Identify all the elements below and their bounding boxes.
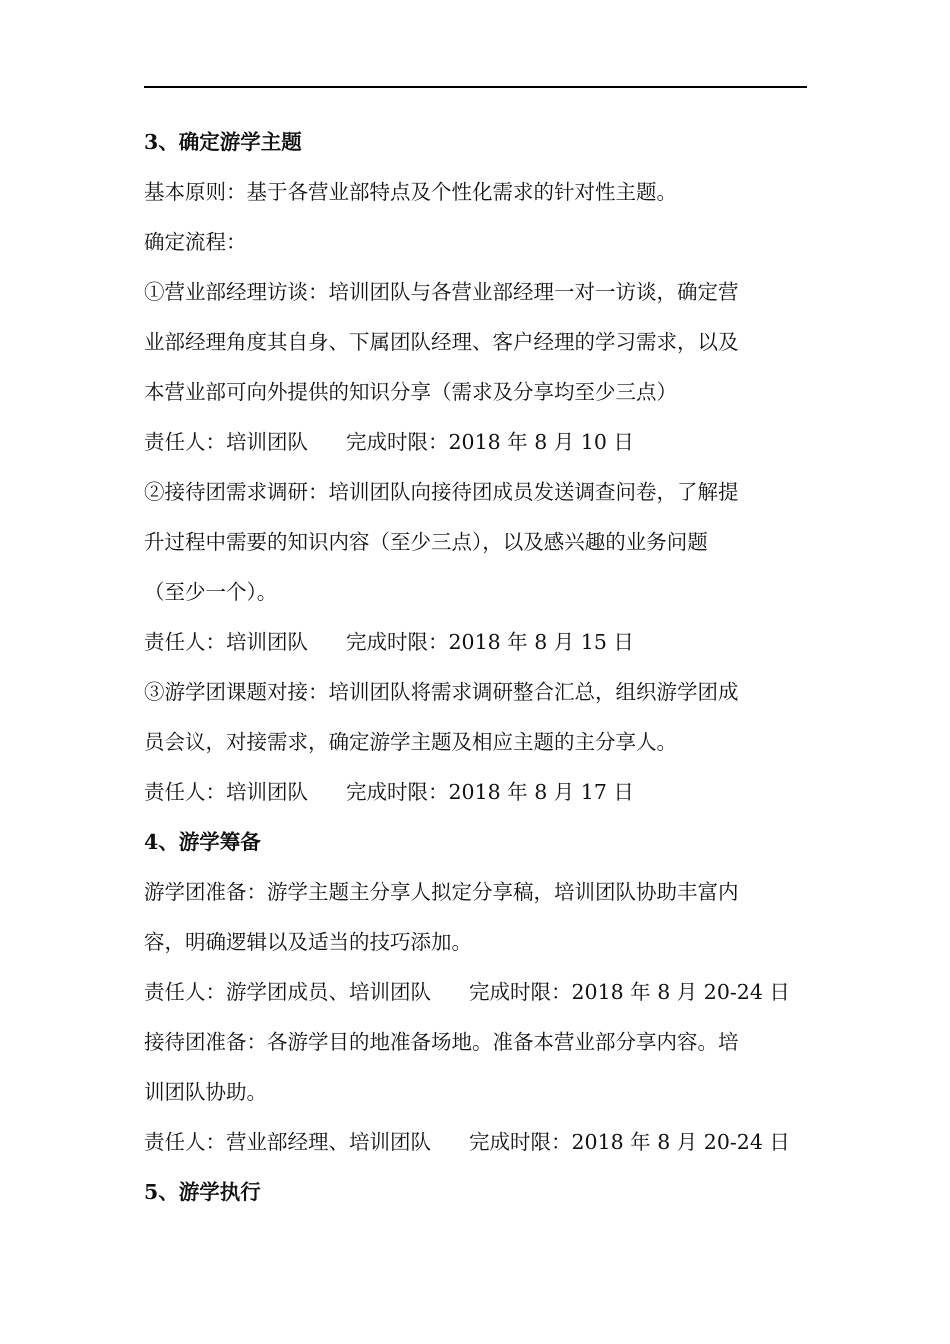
paragraph-line: 确定流程： xyxy=(144,230,247,254)
document-body xyxy=(144,117,809,1217)
paragraph-line: 游学团准备：游学主题主分享人拟定分享稿，培训团队协助丰富内 xyxy=(144,880,739,904)
paragraph-line: 基本原则：基于各营业部特点及个性化需求的针对性主题。 xyxy=(144,180,677,204)
paragraph-line: ②接待团需求调研：培训团队向接待团成员发送调查问卷，了解提 xyxy=(144,480,739,504)
paragraph-line: 训团队协助。 xyxy=(144,1080,267,1104)
paragraph-line: 业部经理角度其自身、下属团队经理、客户经理的学习需求，以及 xyxy=(144,330,739,354)
paragraph-line: 本营业部可向外提供的知识分享（需求及分享均至少三点） xyxy=(144,380,677,404)
section-heading: 5、游学执行 xyxy=(144,1180,261,1204)
section-heading: 3、确定游学主题 xyxy=(144,130,302,154)
paragraph-line: 接待团准备：各游学目的地准备场地。准备本营业部分享内容。培 xyxy=(144,1030,739,1054)
responsibility-line xyxy=(144,617,809,667)
responsibility-line xyxy=(144,967,809,1017)
responsibility-line xyxy=(144,1117,809,1167)
deadline: 完成时限：2018 年 8 月 20-24 日 xyxy=(469,980,790,1004)
paragraph-line: ①营业部经理访谈：培训团队与各营业部经理一对一访谈，确定营 xyxy=(144,280,739,304)
paragraph-line: 升过程中需要的知识内容（至少三点），以及感兴趣的业务问题 xyxy=(144,530,708,554)
deadline: 完成时限：2018 年 8 月 17 日 xyxy=(346,780,634,804)
responsibility-line xyxy=(144,417,809,467)
paragraph-line: 容，明确逻辑以及适当的技巧添加。 xyxy=(144,930,472,954)
responsible-person: 责任人：培训团队 xyxy=(144,430,308,454)
responsible-person: 责任人：营业部经理、培训团队 xyxy=(144,1130,431,1154)
responsible-person: 责任人：培训团队 xyxy=(144,780,308,804)
responsible-person: 责任人：培训团队 xyxy=(144,630,308,654)
paragraph-line: ③游学团课题对接：培训团队将需求调研整合汇总，组织游学团成 xyxy=(144,680,739,704)
responsibility-line xyxy=(144,767,809,817)
deadline: 完成时限：2018 年 8 月 10 日 xyxy=(346,430,634,454)
paragraph-line: 员会议，对接需求，确定游学主题及相应主题的主分享人。 xyxy=(144,730,677,754)
deadline: 完成时限：2018 年 8 月 15 日 xyxy=(346,630,634,654)
responsible-person: 责任人：游学团成员、培训团队 xyxy=(144,980,431,1004)
section-heading: 4、游学筹备 xyxy=(144,830,261,854)
header-rule xyxy=(144,86,807,88)
paragraph-line: （至少一个）。 xyxy=(144,580,278,604)
deadline: 完成时限：2018 年 8 月 20-24 日 xyxy=(469,1130,790,1154)
